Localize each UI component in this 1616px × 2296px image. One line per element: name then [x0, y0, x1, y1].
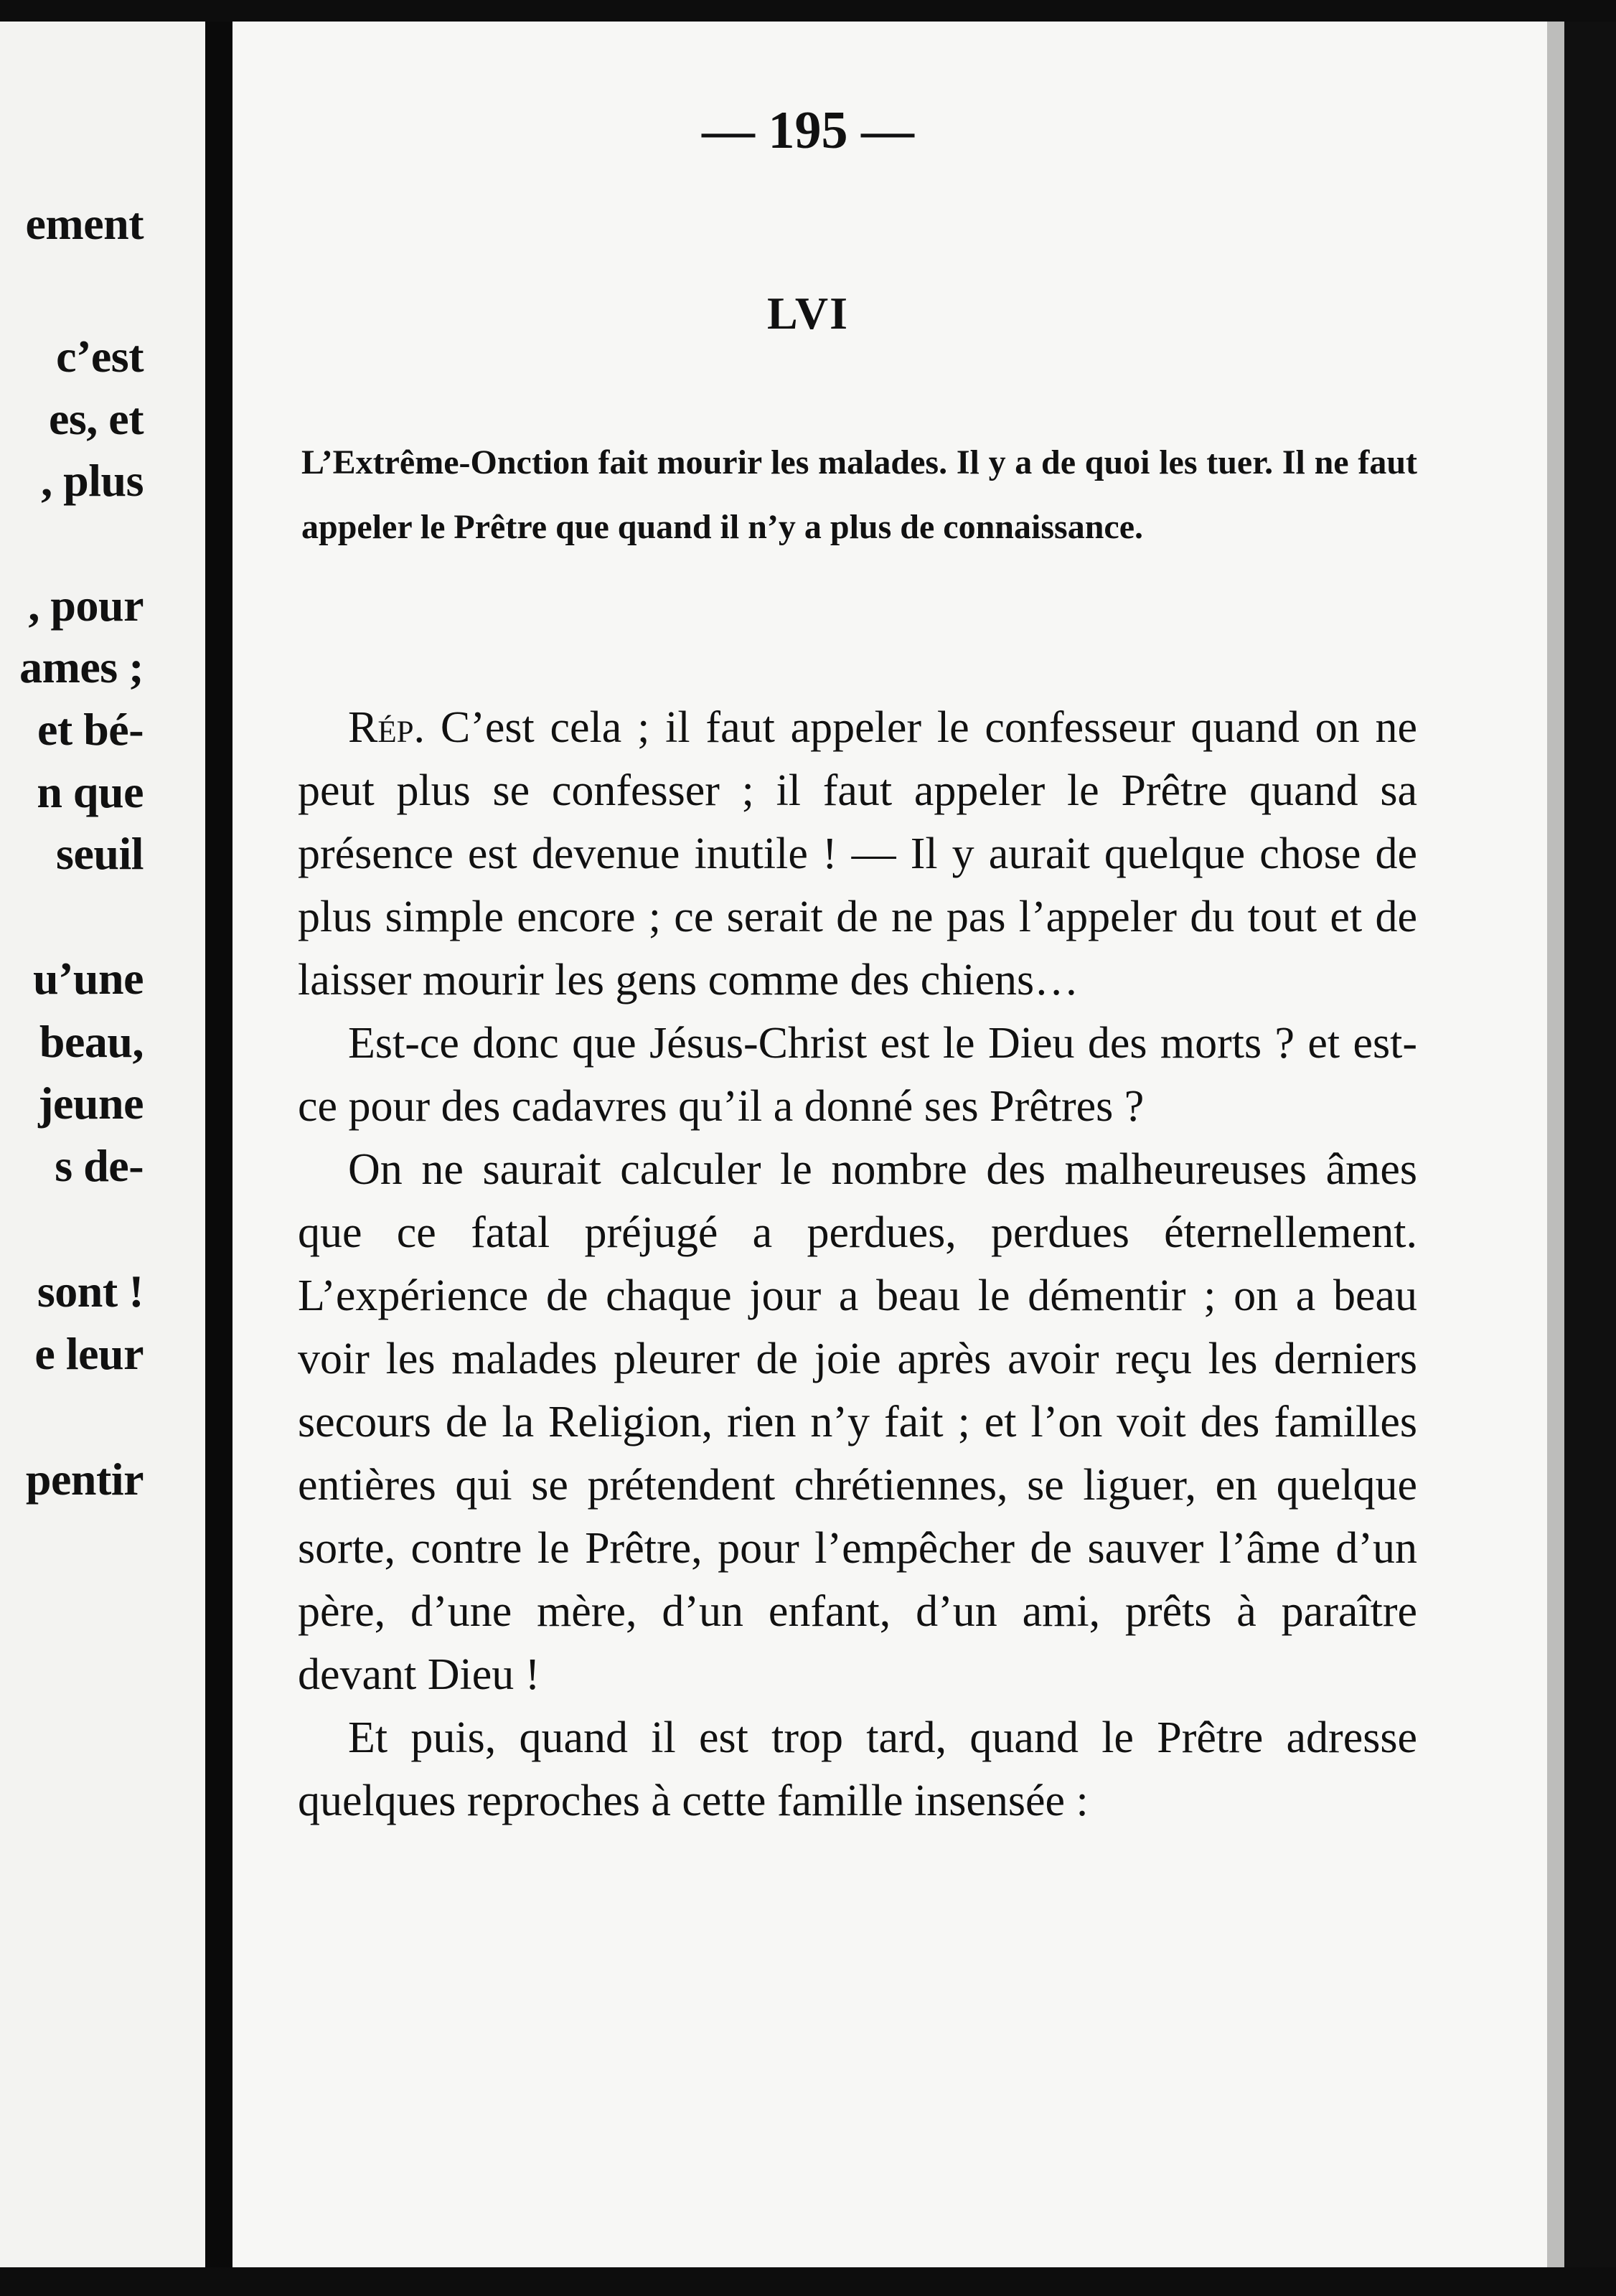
- paragraph: Et puis, quand il est trop tard, quand le Prêtre adresse quelques reproches à cette famille insensée :: [298, 1713, 1417, 1825]
- left-facing-page: [0, 22, 205, 2267]
- left-page-fragment: s de-: [55, 1140, 144, 1191]
- left-page-fragment: sont !: [37, 1266, 144, 1317]
- left-page-fragment: pentir: [25, 1454, 144, 1505]
- paragraph-text: C’est cela ; il faut appeler le confesseur quand on ne peut plus se confesser ; il faut appeler le Prêtre quand sa présence est devenue inutile ! — Il y aurait quelque chose de plus simple encore ; ce serait de ne pas l’appeler du tout et de laisser mourir les gens comme des chiens…: [298, 703, 1417, 1004]
- book-gutter: [205, 22, 232, 2296]
- scan-right-border: [1564, 22, 1616, 2296]
- left-page-fragment: , pour: [28, 580, 144, 631]
- left-page-fragment: u’une: [33, 953, 144, 1004]
- paragraph: On ne saurait calculer le nombre des malheureuses âmes que ce fatal préjugé a perdues, perdues éternellement. L’expérience de chaque jour a beau le démentir ; on a beau voir les malades pleurer de joie après avoir reçu les derniers secours de la Religion, rien n’y fait ; et l’on voit des familles entières qui se prétendent chrétiennes, se liguer, en quelque sorte, contre le Prêtre, pour l’empêcher de sauver l’âme d’un père, d’une mère, d’un enfant, d’un ami, prêts à paraître devant Dieu !: [298, 1145, 1417, 1699]
- left-page-fragment: ames ;: [19, 641, 144, 692]
- scan-bottom-border: [0, 2267, 1616, 2296]
- paragraph: [298, 696, 1417, 1012]
- page-number: — 195 —: [702, 101, 914, 160]
- left-page-fragment: c’est: [56, 331, 144, 382]
- left-page-fragment: , plus: [41, 455, 144, 506]
- chapter-number: LVI: [767, 288, 849, 339]
- left-page-fragment: n que: [37, 766, 144, 817]
- paragraph: Est-ce donc que Jésus-Christ est le Dieu des morts ? et est-ce pour des cadavres qu’il a donné ses Prêtres ?: [298, 1019, 1417, 1131]
- left-page-fragment: et bé-: [37, 704, 144, 755]
- left-page-fragment: beau,: [39, 1016, 144, 1067]
- left-page-fragment: e leur: [34, 1328, 144, 1379]
- left-page-fragment: seuil: [56, 828, 144, 879]
- scan-top-border: [0, 0, 1616, 22]
- body-text: [298, 696, 1417, 1832]
- page-edge: [1547, 22, 1564, 2296]
- left-page-fragment: ement: [25, 198, 144, 249]
- reply-label: Rép.: [348, 703, 426, 752]
- left-page-fragment: jeune: [38, 1078, 144, 1129]
- chapter-heading: L’Extrême-Onction fait mourir les malades. Il y a de quoi les tuer. Il ne faut appeler le Prêtre que quand il n’y a plus de connaissance.: [301, 443, 1417, 546]
- left-page-fragment: es, et: [48, 393, 144, 444]
